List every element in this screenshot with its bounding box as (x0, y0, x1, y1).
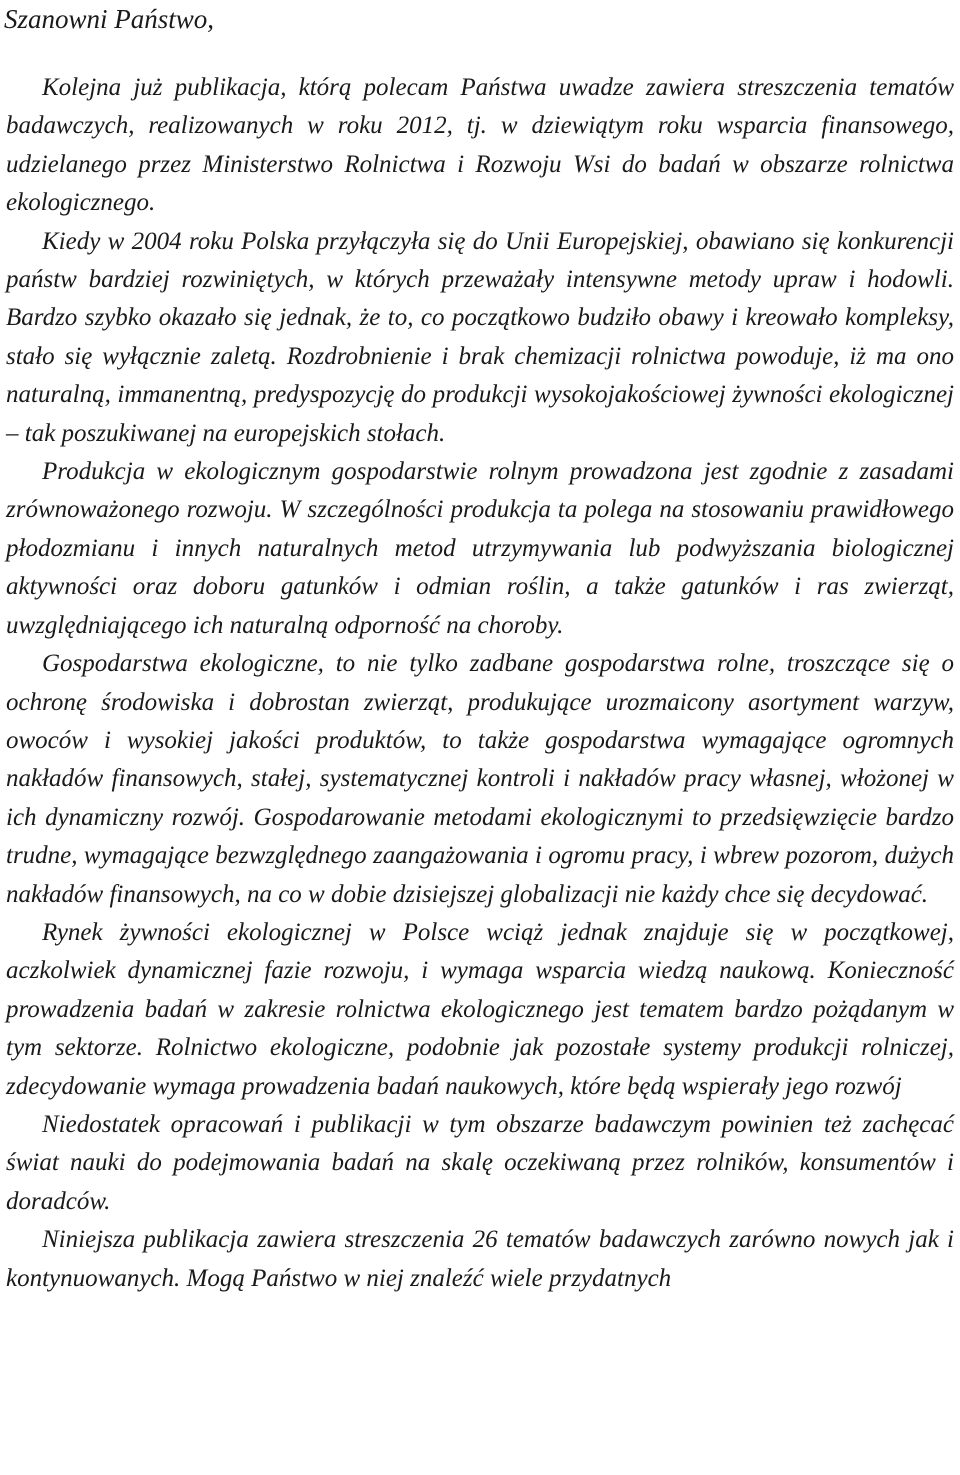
paragraph-4: Gospodarstwa ekologiczne, to nie tylko zadbane gospodarstwa rolne, troszczące się o ochronę środowiska i dobrostan zwierząt, produkujące urozmaicony asortyment warzyw, owoców i wysokiej jakości produktów, to także gospodarstwa wymagające ogromnych nakładów finansowych, stałej, systematycznej kontroli i nakładów pracy własnej, włożonej w ich dynamiczny rozwój. Gospodarowanie metodami ekologicznymi to przedsięwzięcie bardzo trudne, wymagające bezwzględnego zaangażowania i ogromu pracy, i wbrew pozorom, dużych nakładów finansowych, na co w dobie dzisiejszej globalizacji nie każdy chce się decydować. (6, 650, 954, 908)
paragraph-3: Produkcja w ekologicznym gospodarstwie rolnym prowadzona jest zgodnie z zasadami zrównoważonego rozwoju. W szczególności produkcja ta polega na stosowaniu prawidłowego płodozmianu i innych naturalnych metod utrzymywania lub podwyższania biologicznej aktywności oraz doboru gatunków i odmian roślin, a także gatunków i ras zwierząt, uwzględniającego ich naturalną odporność na choroby. (6, 458, 954, 639)
paragraph-2: Kiedy w 2004 roku Polska przyłączyła się do Unii Europejskiej, obawiano się konkurencji państw bardziej rozwiniętych, w których przeważały intensywne metody upraw i hodowli. Bardzo szybko okazało się jednak, że to, co początkowo budziło obawy i kreowało kompleksy, stało się wyłącznie zaletą. Rozdrobnienie i brak chemizacji rolnictwa powoduje, iż ma ono naturalną, immanentną, predyspozycję do produkcji wysokojakościowej żywności ekologicznej – tak poszukiwanej na europejskich stołach. (6, 227, 954, 447)
salutation: Szanowni Państwo, (4, 4, 215, 34)
paragraph-5: Rynek żywności ekologicznej w Polsce wciąż jednak znajduje się w początkowej, aczkolwiek dynamicznej fazie rozwoju, i wymaga wsparcia wiedzą naukową. Konieczność prowadzenia badań w zakresie rolnictwa ekologicznego jest tematem bardzo pożądanym w tym sektorze. Rolnictwo ekologiczne, podobnie jak pozostałe systemy produkcji rolniczej, zdecydowanie wymaga prowadzenia badań naukowych, które będą wspierały jego rozwój (6, 918, 954, 1100)
paragraph-6: Niedostatek opracowań i publikacji w tym obszarze badawczym powinien też zachęcać świat nauki do podejmowania badań na skalę oczekiwaną przez rolników, konsumentów i doradców. (6, 1110, 954, 1215)
paragraph-1: Kolejna już publikacja, którą polecam Państwa uwadze zawiera streszczenia tematów badawczych, realizowanych w roku 2012, tj. w dziewiątym roku wsparcia finansowego, udzielanego przez Ministerstwo Rolnictwa i Rozwoju Wsi do badań w obszarze rolnictwa ekologicznego. (6, 74, 954, 217)
paragraph-7: Niniejsza publikacja zawiera streszczenia 26 tematów badawczych zarówno nowych jak i kontynuowanych. Mogą Państwo w niej znaleźć wiele przydatnych (6, 1226, 954, 1292)
letter-body (6, 69, 954, 1298)
